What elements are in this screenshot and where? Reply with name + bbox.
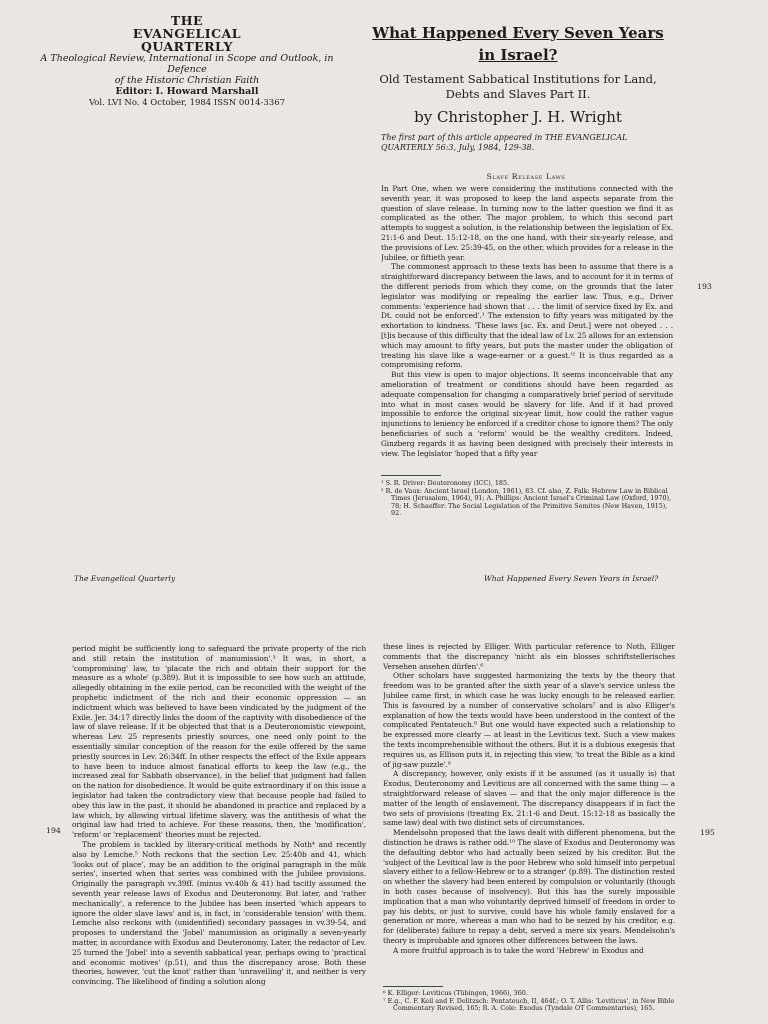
journal-masthead [22,14,352,109]
paragraph: Other scholars have suggested harmonizing the texts by the theory that freedom was to be granted after the sixth year of a slave's service unless the Jubilee came first, in which case he was lucky enough to be released earlier. This is favoured by a number of conservative scholars⁷ and is also Elliger's explanation of how the texts would have been understood in the context of the complicated Pentateuch.⁸ But one would have expected such a relationship to be expressed more clearly — at least in the Leviticus text. Such a view makes the texts incomprehensible without the others. But it is a dubious exegesis that requires us, as Ellison puts it, in rejecting this view, 'to treat the Bible as a kind of jig-saw puzzle'.⁹ [383,671,675,769]
paragraph: period might be sufficiently long to safeguard the private property of the rich and still retain the institution of manumission'.³ It was, in short, a 'compromising' law, to 'placate the rich and obtain their support for the measure as a whole' (p.389). But it is impossible to see how such an attitude, allegedly obtaining in the exile period, can be reconciled with the weight of the prophetic indictment of the rich and their economic oppression — an indictment which was believed to have been vindicated by the judgment of the Exile. Jer. 34:17 directly links the doom of the captivity with disobedience of the law of slave release. If it be objected that that is a Deuteronomistic viewpoint, whereas Lev. 25 represents priestly sources, one need only point to the essentially similar conception of the reason for the exile offered by the same priestly sources in Lev. 26:34ff. In other respects the effect of the Exile appears to have been to induce almost fanatical efforts to keep the law (e.g., the increased zeal for Sabbath observance), in the belief that judgment had fallen on the nation for disobedience. It would be quite extraordinary if on this issue a legislator had taken the contradictory view that because people had failed to obey this law in the past, it should be abandoned in practice and replaced by a law which, by allowing virtual lifetime slavery, was the antithesis of what the original law had tried to achieve. For these reasons, then, the 'modification', 'reform' or 'replacement' theories must be rejected. [72,644,366,840]
running-head-left: The Evangelical Quarterly [74,574,176,583]
footnote: ⁷ E.g., C. F. Keil and F. Delitzsch: Pentateuch, II, 464f.; O. T. Allis: 'Leviticus', in New Bible Commentary Revised, 165; R. A. Cole: Exodus (Tyndale OT Commentaries), 165. [383,996,675,1013]
running-head-right: What Happened Every Seven Years in Israel? [484,574,659,583]
article-title-line-2: in Israel? [478,46,558,64]
paragraph: In Part One, when we were considering the institutions connected with the seventh year, it was proposed to keep the land aspects separate from the question of slave release. In turning now to the latter question we find it as complicated as the other. The major problem, to which this second part attempts to suggest a solution, is the relationship between the legislation of Ex. 21:1-6 and Deut. 15:12-18, on the one hand, with their six-yearly release, and the provisions of Lev. 25:39-45, on the other, which provides for a release in the Jubilee, or fiftieth year. [381,184,673,262]
masthead-volume: Vol. LVI No. 4 October, 1984 ISSN 0014-3367 [88,98,286,108]
article-title-line-1: What Happened Every Seven Years [372,24,664,42]
body-text-193 [381,184,673,468]
footnotes-195 [383,990,675,1013]
article-author: by Christopher J. H. Wright [414,108,622,126]
first-part-note: The first part of this article appeared in THE EVANGELICAL QUARTERLY 56:3, July, 1984, 129-38. [381,133,628,152]
masthead-evangelical: EVANGELICAL [132,26,242,41]
masthead-the: THE [170,13,204,28]
footnote: ¹ S. R. Driver: Deuteronomy (ICC), 185. [381,479,510,487]
masthead-editor: Editor: I. Howard Marshall [115,86,259,97]
section-heading: Slave Release Laws [486,172,566,181]
paragraph: these lines is rejected by Elliger. With particular reference to Noth, Elliger comments that the discrepancy 'nicht als ein blosses schriftstellerisches Versehen ansehen dürfen'.⁶ [383,642,675,671]
page-number-195: 195 [700,828,715,837]
article-header [372,22,664,127]
article-subtitle-line-1: Old Testament Sabbatical Institutions for Land, [379,72,657,86]
masthead-subtitle-2: of the Historic Christian Faith [114,75,260,86]
article-subtitle-line-2: Debts and Slaves Part II. [445,87,591,101]
masthead-quarterly: QUARTERLY [141,39,233,54]
body-text-194 [72,644,366,1024]
footnote: ⁶ K. Elliger: Leviticus (Tübingen, 1966), 360. [383,989,528,997]
footnote-rule [381,475,441,476]
body-text-195 [383,642,675,1022]
page-number-194: 194 [46,826,61,835]
footnotes-193 [381,480,673,518]
footnote: ² R. de Vaux: Ancient Israel (London, 1961), 83. Cf. also, Z. Falk: Hebrew Law in Biblical Times (Jerusalem, 1964), 91; A. Phillips: Ancient Israel's Criminal Law (Oxford, 1970), 78; H. Schaeffer: The Social Legislation of the Primitive Semites (New Haven, 1915), 92. [381,486,672,518]
paragraph: Mendelsohn proposed that the laws dealt with different phenomena, but the distinction he draws is rather odd.¹⁰ The slave of Exodus and Deuteronomy was the defaulting debtor who had actually been seized by his creditor. But the 'subject of the Levitical law is the poor Hebrew who sold himself into perpetual slavery either to a fellow-Hebrew or to a stranger' (p.89). The distinction rested on whether the slavery had been entered by compulsion or voluntarily (though in both cases because of insolvency). But this has the surely impossible implication that a man who voluntarily deprived himself of freedom in order to pay his debts, or just to survive, could have his whole family enslaved for a generation or more, whereas a man who had to be seized by his creditor, e.g. for (deliberate) failure to repay a debt, served a mere six years. Mendelsohn's theory is improbable and ignores other differences between the laws. [383,828,675,945]
paragraph: A more fruitful approach is to take the word 'Hebrew' in Exodus and [393,945,644,955]
page-number-193: 193 [697,282,712,291]
paragraph: A discrepancy, however, only exists if it be assumed (as it usually is) that Exodus, Deuteronomy and Leviticus are all concerned with the same thing — a straightforward release of slaves — and that the only major difference is the matter of the length of enslavement. The discrepancy disappears if in fact the two sets of provisions (treating Ex. 21:1-6 and Deut. 15:12-18 as basically the same law) deal with two distinct sets of circumstances. [383,769,675,828]
paragraph: But this view is open to major objections. It seems inconceivable that any amelioration of treatment or conditions should have been regarded as adequate compensation for changing a comparatively brief period of servitude into what in most cases would be slavery for life. And if it had proved impossible to enforce the original six-year limit, how could the rather vague injunctions to leniency be enforced if a creditor chose to ignore them? The only beneficiaries of such a 'reform' would be the wealthy creditors. Indeed, Ginzberg regards it as having been designed with precisely their interests in view. The legislator 'hoped that a fifty year [381,370,673,458]
journal-spread-194-195 [0,560,768,1024]
footnote-rule [383,986,443,987]
masthead-subtitle-1: A Theological Review, International in Scope and Outlook, in Defence [40,53,334,75]
paragraph: The commonest approach to these texts has been to assume that there is a straightforward discrepancy between the laws, and to account for it in terms of the different periods from which they come, on the grounds that the later legislator was modifying or repealing the earlier law. Thus, e.g., Driver comments: 'experience had shown that . . . the limit of service fixed by Ex. and Dt. could not be enforced'.¹ The extension to fifty years was mitigated by the exhortation to kindness. 'These laws [sc. Ex. and Deut.] were not obeyed . . . [t]is because of this difficulty that the ideal law of Lv. 25 allows for an extension which may amount to fifty years, but puts the master under the obligation of treating his slave like a wage-earner or a guest.'² It is thus regarded as a compromising reform. [381,262,673,370]
paragraph: The problem is tackled by literary-critical methods by Noth⁴ and recently also by Lemche.⁵ Noth reckons that the section Lev. 25:40b and 41, which 'looks out of place', may be an addition to the original paragraph in the mûk series', inserted when that series was combined with the Jubilee provisions. Originally the paragraph vv.39ff. (minus vv.40b & 41) had tacitly assumed the seventh year release laws of Exodus and Deuteronomy. But later, and 'rather mechanically', a reference to the Jubilee has been inserted 'which appears to ignore the older slave laws' and is, in fact, in 'considerable tension' with them. Lemche also reckons with (unidentified) secondary passages in vv.39-54, and proposes to understand the 'Jobel' manumission as originally a seven-yearly matter, in accordance with Exodus and Deuteronomy. Later, the redactor of Lev. 25 turned the 'Jobel' into a seventh sabbatical year, perhaps owing to 'practical and economic motives' (p.51), and thus the discrepancy arose. Both these theories, however, 'cut the knot' rather than 'unravelling' it, and neither is very convincing. The likelihood of finding a solution along [72,839,366,987]
